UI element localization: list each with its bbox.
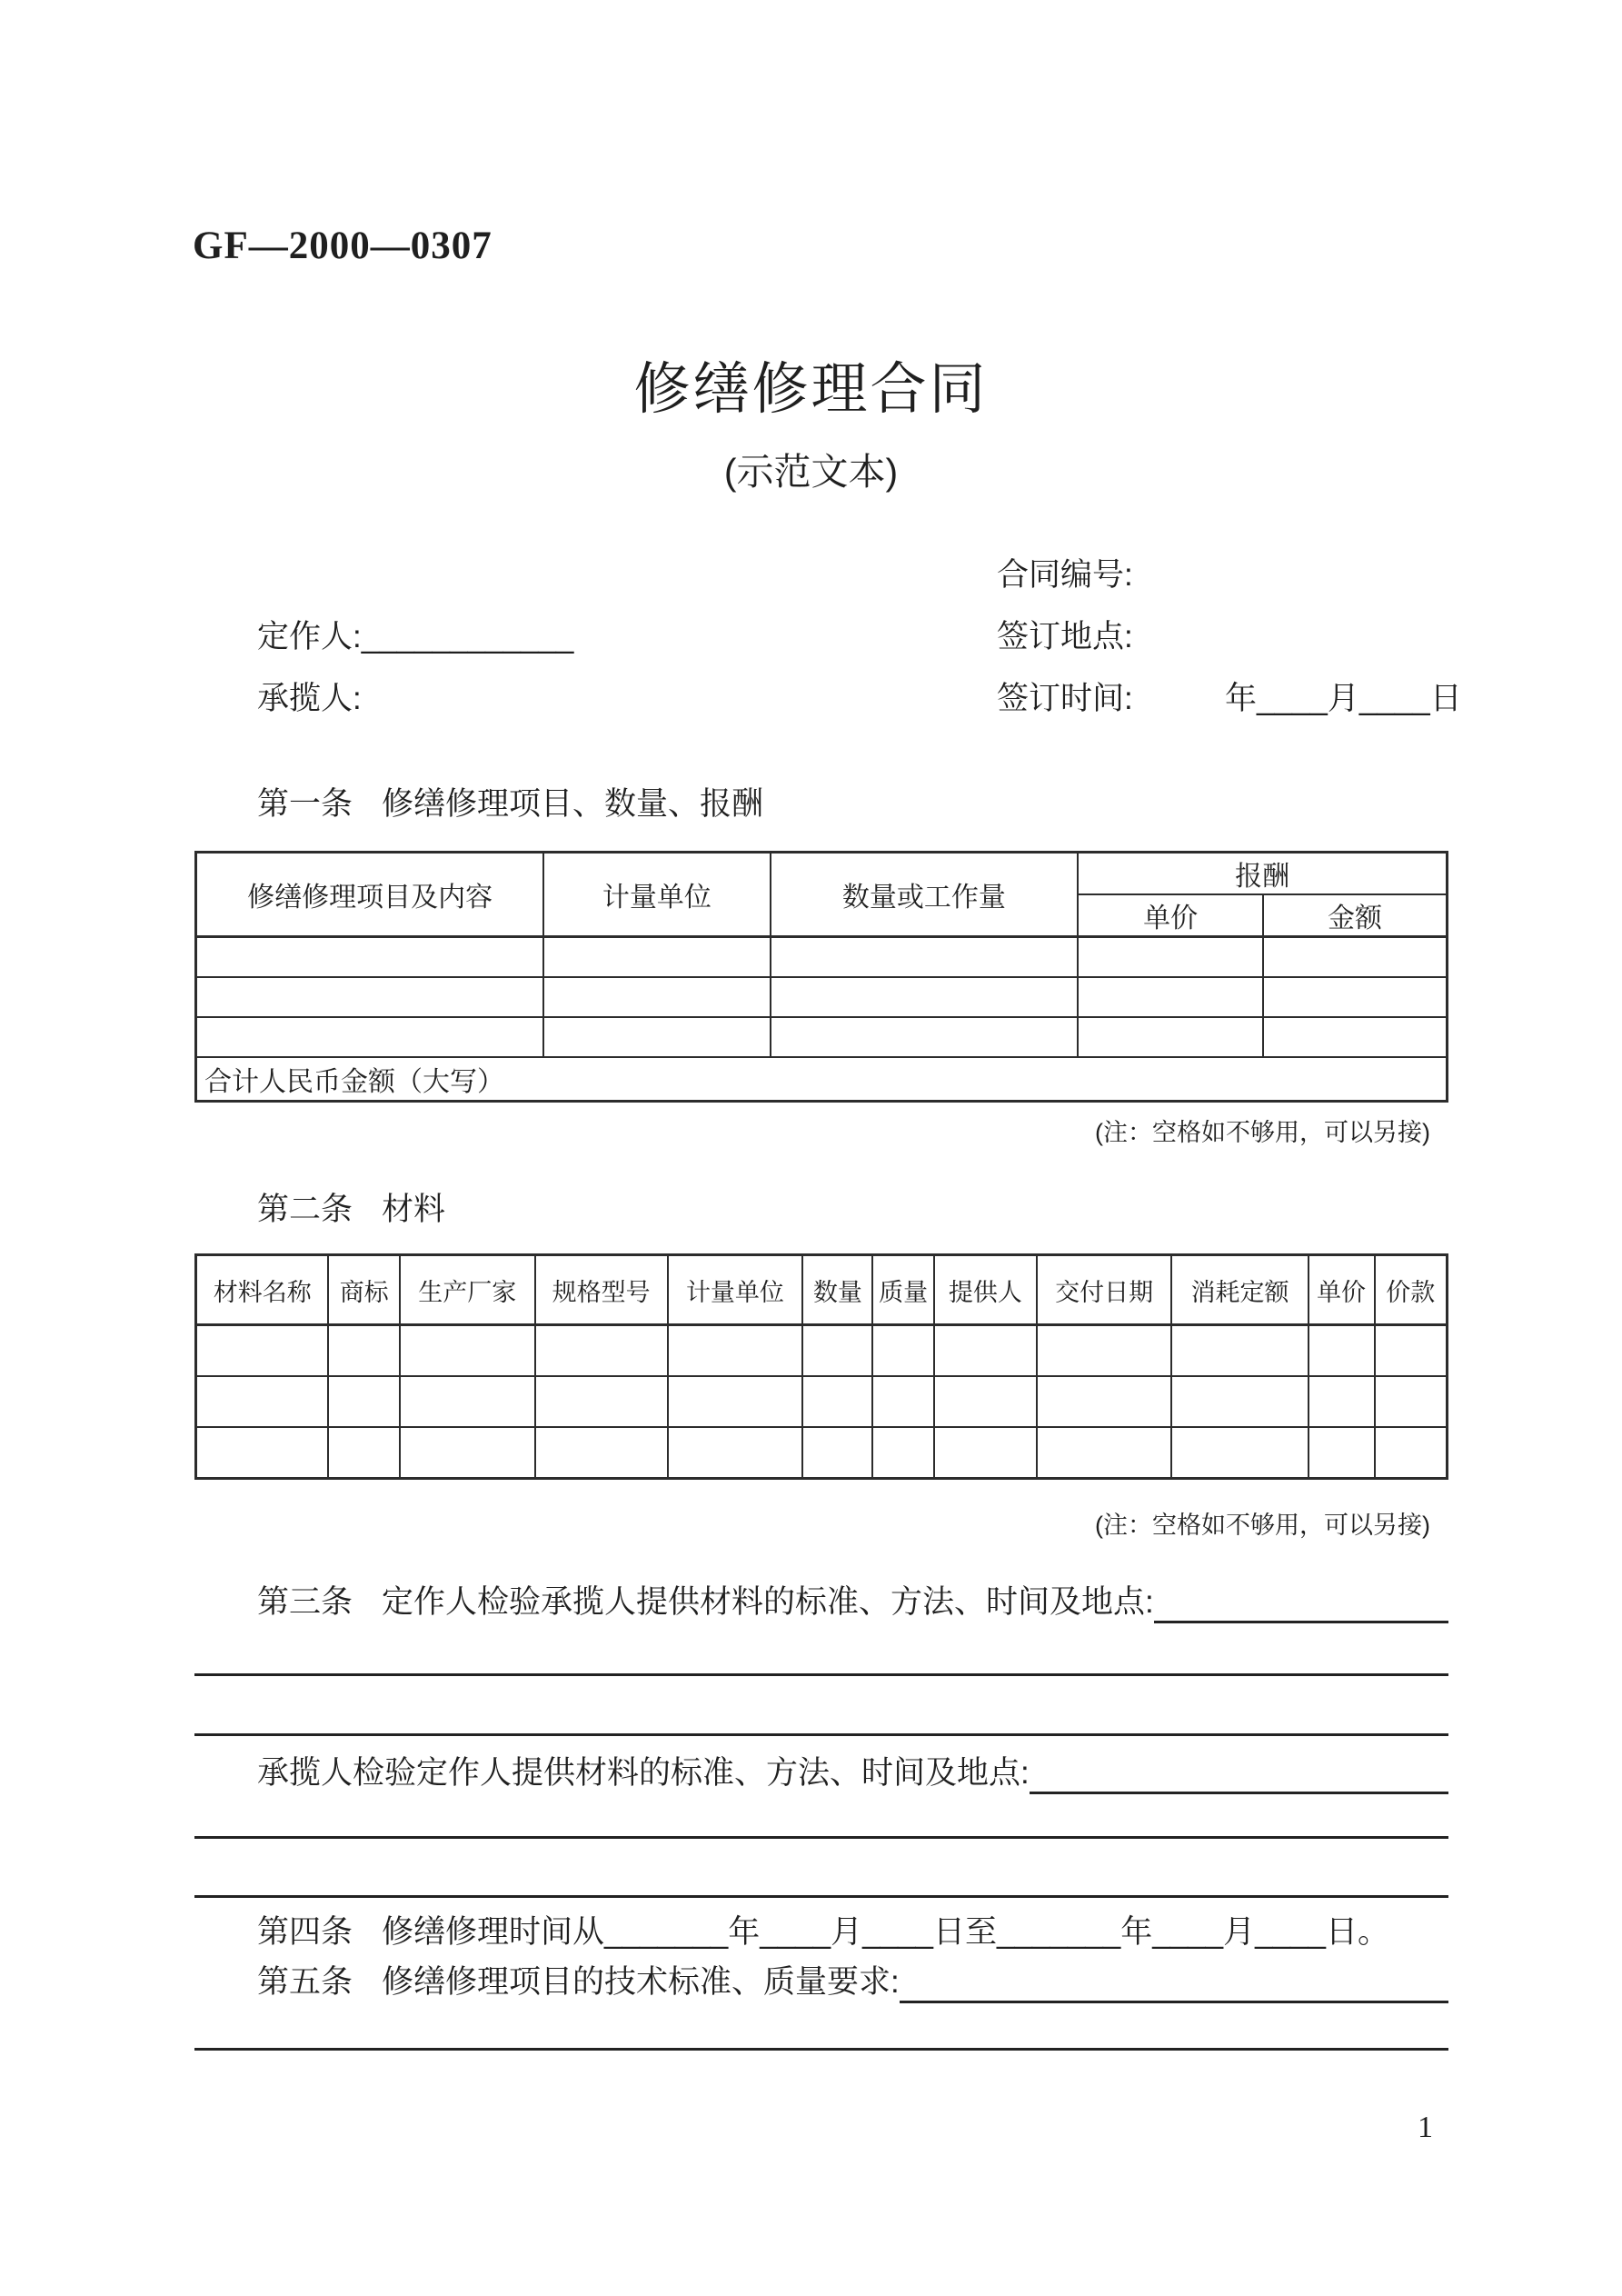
ordering-party-row [257, 618, 573, 656]
table-row [196, 1325, 1448, 1377]
column-header: 质量 [872, 1255, 933, 1325]
table2-note: (注：空格如不够用，可以另接) [1095, 1512, 1430, 1539]
empty-cell [872, 1376, 933, 1427]
clause3b-text: 承揽人检验定作人提供材料的标准、方法、时间及地点: [257, 1755, 1030, 1791]
empty-cell [543, 1017, 770, 1057]
table-row [196, 1427, 1448, 1479]
empty-cell [543, 977, 770, 1017]
clause2-heading [257, 1189, 1448, 1231]
empty-cell [543, 937, 770, 978]
column-header: 单价 [1309, 1255, 1375, 1325]
ordering-party-blank: ____________ [361, 619, 574, 654]
empty-cell [196, 1376, 329, 1427]
empty-cell [668, 1325, 803, 1377]
table-row [196, 1376, 1448, 1427]
empty-cell [668, 1376, 803, 1427]
column-header: 商标 [328, 1255, 399, 1325]
empty-cell [1309, 1427, 1375, 1479]
contractor-label: 承揽人: [257, 681, 362, 716]
empty-cell [872, 1427, 933, 1479]
ordering-party-label: 定作人: [257, 619, 362, 654]
empty-cell [1037, 1376, 1172, 1427]
clause5-line [257, 1962, 1448, 2003]
empty-cell [1171, 1376, 1308, 1427]
empty-cell [196, 937, 544, 978]
column-header: 交付日期 [1037, 1255, 1172, 1325]
column-header: 材料名称 [196, 1255, 329, 1325]
empty-cell [668, 1427, 803, 1479]
table-row [196, 937, 1448, 978]
clause4-number: 第四条 [257, 1914, 353, 1950]
column-header-item: 修缮修理项目及内容 [196, 853, 544, 937]
clause3b-line [257, 1752, 1448, 1794]
empty-cell [328, 1427, 399, 1479]
clause3-number: 第三条 [257, 1584, 353, 1620]
blank-line [194, 2048, 1448, 2051]
clause4-text: 修缮修理时间从_______年____月____日至_______年____月____日。 [382, 1914, 1389, 1950]
empty-cell [400, 1376, 535, 1427]
table1-note: (注：空格如不够用，可以另接) [1095, 1119, 1430, 1146]
column-header: 生产厂家 [400, 1255, 535, 1325]
total-row [196, 1057, 1448, 1102]
empty-cell [1078, 977, 1263, 1017]
empty-cell [328, 1325, 399, 1377]
contract-no-label: 合同编号: [997, 557, 1133, 593]
empty-cell [771, 1017, 1079, 1057]
sign-place-label: 签订地点: [997, 619, 1133, 654]
empty-cell [1037, 1325, 1172, 1377]
empty-cell [1309, 1376, 1375, 1427]
empty-cell [934, 1376, 1037, 1427]
empty-cell [535, 1427, 668, 1479]
empty-cell [328, 1376, 399, 1427]
column-header-amount: 金额 [1263, 894, 1447, 937]
empty-cell [934, 1325, 1037, 1377]
empty-cell [196, 977, 544, 1017]
blank-line [194, 1673, 1448, 1676]
clause3-line [257, 1582, 1448, 1623]
clause1-heading [257, 784, 1448, 825]
empty-cell [771, 977, 1079, 1017]
empty-cell [1037, 1427, 1172, 1479]
empty-cell [771, 937, 1079, 978]
column-header: 计量单位 [668, 1255, 803, 1325]
clause5-number: 第五条 [257, 1964, 353, 2000]
empty-cell [802, 1325, 872, 1377]
clause3b-blank-line [1030, 1755, 1448, 1794]
empty-cell [1375, 1325, 1448, 1377]
empty-cell [1078, 1017, 1263, 1057]
empty-cell [1375, 1376, 1448, 1427]
table-row [196, 1017, 1448, 1057]
document-title: 修缮修理合同 [633, 358, 989, 421]
column-header-quantity: 数量或工作量 [771, 853, 1079, 937]
document-code: GF—2000—0307 [193, 225, 493, 267]
column-header: 规格型号 [535, 1255, 668, 1325]
empty-cell [1263, 937, 1447, 978]
table-row [196, 977, 1448, 1017]
column-header: 价款 [1375, 1255, 1448, 1325]
repair-items-table [194, 851, 1448, 1103]
column-header: 数量 [802, 1255, 872, 1325]
column-header: 提供人 [934, 1255, 1037, 1325]
empty-cell [196, 1325, 329, 1377]
blank-line [194, 1836, 1448, 1839]
clause2-number: 第二条 [257, 1192, 353, 1227]
clause5-blank-line [900, 1964, 1448, 2003]
total-amount-label: 合计人民币金额（大写） [196, 1057, 1448, 1102]
clause5-text: 修缮修理项目的技术标准、质量要求: [382, 1964, 900, 2000]
materials-table [194, 1253, 1448, 1480]
empty-cell [934, 1427, 1037, 1479]
empty-cell [1078, 937, 1263, 978]
empty-cell [1263, 1017, 1447, 1057]
clause3-blank-line [1154, 1584, 1448, 1623]
document-subtitle: (示范文本) [723, 451, 899, 493]
empty-cell [400, 1325, 535, 1377]
blank-line [194, 1733, 1448, 1736]
clause4-line [257, 1912, 1448, 1953]
column-header-unit: 计量单位 [543, 853, 770, 937]
materials-header-row [196, 1255, 1448, 1325]
empty-cell [1171, 1427, 1308, 1479]
empty-cell [1263, 977, 1447, 1017]
empty-cell [1375, 1427, 1448, 1479]
empty-cell [802, 1427, 872, 1479]
clause3-text: 定作人检验承揽人提供材料的标准、方法、时间及地点: [382, 1584, 1154, 1620]
sign-time-label: 签订时间: [997, 681, 1133, 716]
empty-cell [1171, 1325, 1308, 1377]
empty-cell [400, 1427, 535, 1479]
clause1-number: 第一条 [257, 786, 353, 822]
empty-cell [872, 1325, 933, 1377]
clause2-title: 材料 [382, 1192, 446, 1227]
column-header-unit-price: 单价 [1078, 894, 1263, 937]
empty-cell [535, 1325, 668, 1377]
empty-cell [802, 1376, 872, 1427]
page-number: 1 [1418, 2111, 1433, 2144]
column-header: 消耗定额 [1171, 1255, 1308, 1325]
empty-cell [196, 1427, 329, 1479]
sign-time-blank: 年____月____日 [1225, 681, 1462, 716]
blank-line [194, 1895, 1448, 1898]
empty-cell [1309, 1325, 1375, 1377]
empty-cell [196, 1017, 544, 1057]
column-header-pay: 报酬 [1078, 853, 1447, 895]
empty-cell [535, 1376, 668, 1427]
clause1-title: 修缮修理项目、数量、报酬 [382, 786, 764, 822]
